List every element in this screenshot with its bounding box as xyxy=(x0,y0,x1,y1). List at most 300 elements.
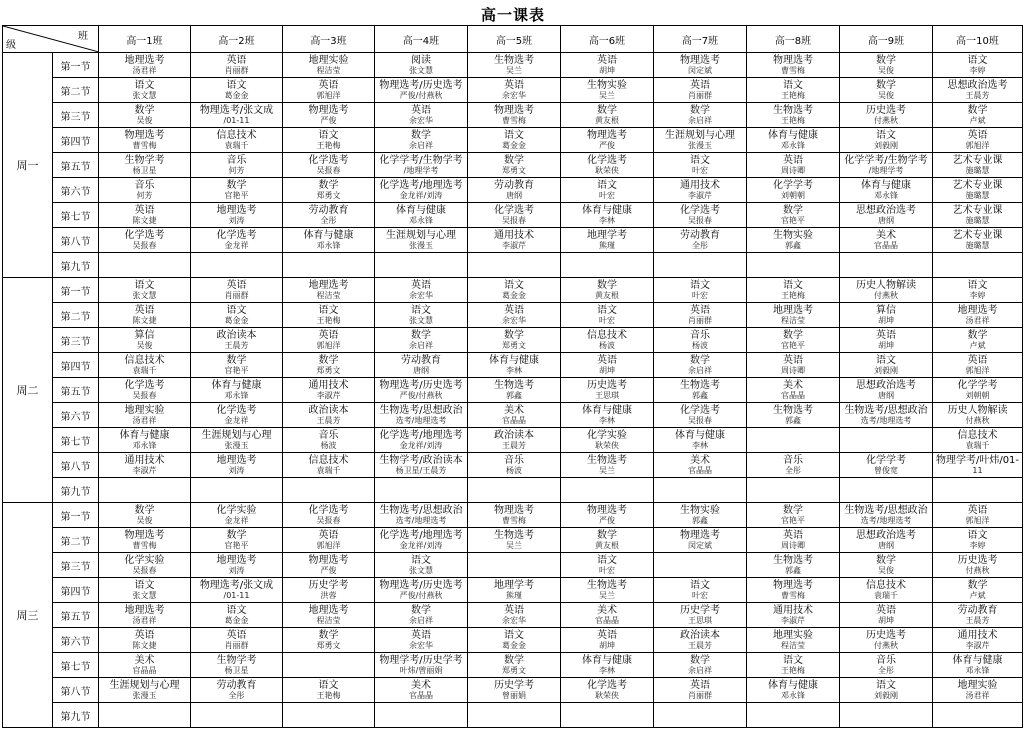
subject-name: 信息技术 xyxy=(216,129,257,141)
teacher-name: 余启祥 xyxy=(409,340,433,350)
subject-name: 通用技术 xyxy=(680,179,720,191)
teacher-name: 程洁莹 xyxy=(781,640,805,650)
schedule-cell xyxy=(747,353,840,378)
schedule-cell xyxy=(468,478,561,503)
subject-name: 信息技术 xyxy=(587,329,627,341)
teacher-name: 吴兰 xyxy=(599,465,615,475)
teacher-name: /地理学考 xyxy=(868,165,904,175)
schedule-cell xyxy=(561,103,654,128)
teacher-name: 付燕秋 xyxy=(965,415,990,425)
class-header: 高一9班 xyxy=(840,26,933,53)
schedule-cell xyxy=(840,703,933,728)
teacher-name: 李林 xyxy=(599,415,615,425)
subject-name: 数学 xyxy=(876,554,896,566)
subject-name: 物理选考 xyxy=(680,529,720,541)
subject-name: 生物选考/思想政治 xyxy=(844,404,928,416)
schedule-cell xyxy=(840,153,933,178)
schedule-cell xyxy=(375,103,468,128)
schedule-cell xyxy=(933,253,1023,278)
schedule-cell xyxy=(191,78,283,103)
teacher-name: 吴俊 xyxy=(136,340,153,350)
period-label: 第八节 xyxy=(53,678,99,703)
subject-name: 语文 xyxy=(690,579,710,591)
schedule-cell xyxy=(561,528,654,553)
teacher-name: 严俊 xyxy=(320,115,337,125)
subject-name: 语文 xyxy=(318,129,339,141)
teacher-name: 袁瑞千 xyxy=(224,140,249,150)
schedule-cell xyxy=(468,428,561,453)
teacher-name: 付燕秋 xyxy=(965,565,990,575)
subject-name: 物理选考 xyxy=(773,54,813,66)
period-row xyxy=(3,378,1023,403)
subject-name: 语文 xyxy=(318,304,339,316)
subject-name: 物理选考 xyxy=(680,54,720,66)
teacher-name: 李淑芹 xyxy=(502,240,526,250)
schedule-cell xyxy=(840,653,933,678)
subject-name: 化学选考 xyxy=(587,679,627,691)
subject-name: 美术 xyxy=(134,654,155,666)
teacher-name: 吴兰 xyxy=(506,65,522,75)
subject-name: 化学选考 xyxy=(124,379,165,391)
teacher-name: 全彤 xyxy=(878,665,894,675)
period-row xyxy=(3,53,1023,78)
teacher-name: 吴报春 xyxy=(132,390,157,400)
schedule-cell xyxy=(840,403,933,428)
subject-name: 化学选考 xyxy=(216,229,257,241)
teacher-name: 汤君祥 xyxy=(965,690,990,700)
schedule-cell xyxy=(191,353,283,378)
subject-name: 语文 xyxy=(876,129,896,141)
teacher-name: 选考/地理选考 xyxy=(395,515,447,525)
teacher-name: 施璐慧 xyxy=(965,190,990,200)
schedule-cell xyxy=(375,453,468,478)
teacher-name: 胡坤 xyxy=(878,615,894,625)
schedule-cell xyxy=(561,353,654,378)
subject-name: 化学选考/地理选考 xyxy=(379,529,463,541)
teacher-name: 张文慧 xyxy=(132,590,157,600)
subject-name: 英语 xyxy=(318,79,339,91)
schedule-cell xyxy=(933,103,1023,128)
period-row xyxy=(3,603,1023,628)
schedule-cell xyxy=(99,453,191,478)
subject-name: 物理选考 xyxy=(308,104,349,116)
period-label: 第七节 xyxy=(53,428,99,453)
subject-name: 生物学考/政治读本 xyxy=(379,454,463,466)
subject-name: 数学 xyxy=(134,104,155,116)
schedule-cell xyxy=(561,653,654,678)
schedule-cell xyxy=(561,428,654,453)
schedule-cell xyxy=(99,353,191,378)
schedule-cell xyxy=(375,603,468,628)
subject-name: 英语 xyxy=(134,304,155,316)
period-label: 第九节 xyxy=(53,478,99,503)
schedule-cell xyxy=(191,178,283,203)
subject-name: 物理选考 xyxy=(587,504,627,516)
subject-name: 劳动教育 xyxy=(401,354,441,366)
teacher-name: 胡坤 xyxy=(878,315,894,325)
schedule-cell xyxy=(283,628,375,653)
subject-name: 数学 xyxy=(876,79,896,91)
subject-name: 英语 xyxy=(411,279,431,291)
schedule-cell xyxy=(933,703,1023,728)
schedule-cell xyxy=(191,578,283,603)
schedule-cell xyxy=(468,353,561,378)
teacher-name: 郭鑫 xyxy=(506,390,522,400)
subject-name: 英语 xyxy=(967,504,988,516)
subject-name: 数学 xyxy=(597,104,617,116)
subject-name: 化学选考 xyxy=(216,404,257,416)
period-row xyxy=(3,203,1023,228)
schedule-cell xyxy=(561,553,654,578)
teacher-name: 吴俊 xyxy=(878,65,894,75)
schedule-cell xyxy=(561,128,654,153)
schedule-cell xyxy=(933,403,1023,428)
schedule-cell xyxy=(99,278,191,303)
subject-name: 语文 xyxy=(597,304,617,316)
schedule-cell xyxy=(99,253,191,278)
schedule-cell xyxy=(933,478,1023,503)
subject-name: 语文 xyxy=(876,354,896,366)
teacher-name: 汤君祥 xyxy=(965,315,990,325)
period-row xyxy=(3,178,1023,203)
subject-name: 英语 xyxy=(597,354,617,366)
teacher-name: 杨波 xyxy=(506,465,522,475)
schedule-cell xyxy=(99,578,191,603)
schedule-cell xyxy=(191,553,283,578)
subject-name: 生涯规划与心理 xyxy=(386,229,456,241)
schedule-cell xyxy=(561,203,654,228)
teacher-name: 李淑芹 xyxy=(316,390,341,400)
teacher-name: 邓永锋 xyxy=(965,665,990,675)
teacher-name: 袁瑞千 xyxy=(874,590,898,600)
subject-name: 英语 xyxy=(504,304,524,316)
subject-name: 英语 xyxy=(597,629,617,641)
subject-name: 英语 xyxy=(690,679,710,691)
subject-name: 语文 xyxy=(967,54,988,66)
subject-name: 英语 xyxy=(783,354,803,366)
subject-name: 数学 xyxy=(597,529,617,541)
subject-name: 物理学考/历史学考 xyxy=(379,654,463,666)
schedule-cell xyxy=(654,703,747,728)
schedule-cell xyxy=(375,203,468,228)
subject-name: 体育与健康 xyxy=(396,204,446,216)
teacher-name: 熊瑾 xyxy=(599,240,615,250)
class-header: 高一8班 xyxy=(747,26,840,53)
teacher-name: 陈文捷 xyxy=(132,215,157,225)
schedule-cell xyxy=(654,403,747,428)
schedule-cell xyxy=(654,428,747,453)
period-label: 第一节 xyxy=(53,53,99,78)
period-row xyxy=(3,78,1023,103)
subject-name: 数学 xyxy=(226,179,247,191)
teacher-name: 何芳 xyxy=(228,165,245,175)
teacher-name: 唐纲 xyxy=(878,390,894,400)
schedule-cell xyxy=(283,403,375,428)
subject-name: 数学 xyxy=(783,204,803,216)
subject-name: 语文 xyxy=(690,154,710,166)
teacher-name: 余宏华 xyxy=(502,90,526,100)
teacher-name: 卢斌 xyxy=(969,590,986,600)
schedule-cell xyxy=(840,128,933,153)
period-label: 第三节 xyxy=(53,553,99,578)
schedule-cell xyxy=(840,453,933,478)
subject-name: 地理选考 xyxy=(308,604,349,616)
teacher-name: 周诗卿 xyxy=(781,165,805,175)
period-label: 第四节 xyxy=(53,578,99,603)
subject-name: 化学选考 xyxy=(680,204,720,216)
schedule-cell xyxy=(375,403,468,428)
schedule-cell xyxy=(283,653,375,678)
schedule-cell xyxy=(747,453,840,478)
teacher-name: 余宏华 xyxy=(502,615,526,625)
teacher-name: 汤君祥 xyxy=(132,615,157,625)
subject-name: 英语 xyxy=(690,304,710,316)
schedule-cell xyxy=(840,553,933,578)
subject-name: 信息技术 xyxy=(957,429,998,441)
subject-name: 政治读本 xyxy=(494,429,534,441)
teacher-name: 郭旭洋 xyxy=(965,365,990,375)
teacher-name: 郭旭洋 xyxy=(965,515,990,525)
teacher-name: 施璐慧 xyxy=(965,215,990,225)
teacher-name: 金龙祥 xyxy=(224,415,249,425)
teacher-name: 余启祥 xyxy=(409,615,433,625)
schedule-cell xyxy=(840,678,933,703)
teacher-name: 杨卫星 xyxy=(132,165,157,175)
teacher-name: 葛金金 xyxy=(224,615,249,625)
teacher-name: 吴俊 xyxy=(878,90,894,100)
period-label: 第九节 xyxy=(53,703,99,728)
schedule-cell xyxy=(933,328,1023,353)
subject-name: 算信 xyxy=(876,304,896,316)
period-label: 第四节 xyxy=(53,353,99,378)
subject-name: 思想政治选考 xyxy=(856,204,916,216)
period-label: 第二节 xyxy=(53,528,99,553)
teacher-name: 付燕秋 xyxy=(874,115,898,125)
schedule-cell xyxy=(654,153,747,178)
subject-name: 地理实验 xyxy=(773,629,813,641)
subject-name: 体育与健康 xyxy=(768,129,818,141)
schedule-cell xyxy=(747,278,840,303)
teacher-name: 严俊 xyxy=(599,140,615,150)
schedule-cell xyxy=(191,128,283,153)
teacher-name: 耿荣侠 xyxy=(595,440,619,450)
subject-name: 化学选考/地理选考 xyxy=(379,429,463,441)
teacher-name: 唐纲 xyxy=(413,365,429,375)
subject-name: 生物选考/思想政治 xyxy=(844,504,928,516)
teacher-name: 选考/地理选考 xyxy=(395,415,447,425)
schedule-cell xyxy=(561,628,654,653)
subject-name: 化学选考/地理选考 xyxy=(379,179,463,191)
schedule-cell xyxy=(933,78,1023,103)
teacher-name: 李林 xyxy=(599,215,615,225)
subject-name: 数学 xyxy=(690,354,710,366)
teacher-name: 王艳梅 xyxy=(781,115,805,125)
subject-name: 生物实验 xyxy=(680,504,720,516)
schedule-cell xyxy=(747,178,840,203)
teacher-name: 叶宏 xyxy=(599,315,615,325)
schedule-cell xyxy=(99,178,191,203)
schedule-cell xyxy=(468,103,561,128)
schedule-cell xyxy=(840,503,933,528)
period-label: 第二节 xyxy=(53,303,99,328)
subject-name: 美术 xyxy=(783,379,803,391)
schedule-cell xyxy=(99,478,191,503)
subject-name: 艺术专业课 xyxy=(952,179,1003,191)
teacher-name: 严俊 xyxy=(599,515,615,525)
teacher-name: 葛金金 xyxy=(224,315,249,325)
subject-name: 音乐 xyxy=(226,154,247,166)
teacher-name: 吴报春 xyxy=(132,565,157,575)
schedule-cell xyxy=(561,603,654,628)
teacher-name: 付燕秋 xyxy=(874,290,898,300)
schedule-cell xyxy=(191,678,283,703)
subject-name: 生物选考 xyxy=(587,579,627,591)
schedule-cell xyxy=(561,78,654,103)
schedule-cell xyxy=(933,678,1023,703)
teacher-name: 严俊 xyxy=(320,565,337,575)
schedule-cell xyxy=(191,228,283,253)
subject-name: 历史学考 xyxy=(680,604,720,616)
schedule-cell xyxy=(283,503,375,528)
teacher-name: 金龙祥/刘涛 xyxy=(399,540,443,550)
teacher-name: 金龙祥/刘涛 xyxy=(399,190,443,200)
schedule-cell xyxy=(654,678,747,703)
teacher-name: 熊瑾 xyxy=(506,590,522,600)
subject-name: 音乐 xyxy=(876,654,896,666)
teacher-name: 胡坤 xyxy=(878,340,894,350)
schedule-cell xyxy=(99,78,191,103)
subject-name: 美术 xyxy=(597,604,617,616)
subject-name: 数学 xyxy=(318,629,339,641)
schedule-cell xyxy=(561,53,654,78)
schedule-cell xyxy=(191,403,283,428)
teacher-name: 杨卫星 xyxy=(224,665,249,675)
subject-name: 体育与健康 xyxy=(582,204,632,216)
schedule-cell xyxy=(283,153,375,178)
teacher-name: 程洁莹 xyxy=(316,290,341,300)
teacher-name: 官晶晶 xyxy=(132,665,157,675)
subject-name: 劳动教育 xyxy=(957,604,998,616)
subject-name: 语文 xyxy=(134,279,155,291)
schedule-cell xyxy=(840,428,933,453)
schedule-cell xyxy=(933,453,1023,478)
subject-name: 化学学考/生物学考 xyxy=(379,154,463,166)
teacher-name: 袁瑞千 xyxy=(316,465,341,475)
teacher-name: 曹雪梅 xyxy=(502,115,526,125)
teacher-name: 张文慧 xyxy=(132,90,157,100)
schedule-cell xyxy=(933,128,1023,153)
teacher-name: 郭旭洋 xyxy=(316,340,341,350)
subject-name: 生物选考 xyxy=(494,379,534,391)
teacher-name: 肖丽群 xyxy=(224,290,249,300)
teacher-name: 吴俊 xyxy=(136,515,153,525)
teacher-name: 周诗卿 xyxy=(781,540,805,550)
schedule-cell xyxy=(99,103,191,128)
schedule-cell xyxy=(654,478,747,503)
schedule-cell xyxy=(840,53,933,78)
teacher-name: 叶宏 xyxy=(599,565,615,575)
subject-name: 通用技术 xyxy=(308,379,349,391)
teacher-name: 刘毅刚 xyxy=(874,365,898,375)
teacher-name: 李林 xyxy=(692,440,708,450)
period-label: 第八节 xyxy=(53,453,99,478)
schedule-cell xyxy=(99,128,191,153)
subject-name: 英语 xyxy=(504,79,524,91)
schedule-cell xyxy=(747,603,840,628)
teacher-name: 邓永锋 xyxy=(781,140,805,150)
teacher-name: 官晶晶 xyxy=(874,240,898,250)
schedule-cell xyxy=(561,278,654,303)
schedule-cell xyxy=(747,378,840,403)
teacher-name: 曹雪梅 xyxy=(502,515,526,525)
subject-name: 历史选考 xyxy=(866,629,906,641)
subject-name: 美术 xyxy=(690,454,710,466)
teacher-name: 郭鑫 xyxy=(692,390,708,400)
period-label: 第五节 xyxy=(53,378,99,403)
subject-name: 生涯规划与心理 xyxy=(665,129,735,141)
subject-name: 地理选考 xyxy=(216,204,257,216)
schedule-cell xyxy=(375,578,468,603)
teacher-name: 郑勇文 xyxy=(316,190,341,200)
schedule-cell xyxy=(99,653,191,678)
subject-name: 地理实验 xyxy=(124,404,165,416)
teacher-name: 郭旭洋 xyxy=(316,540,341,550)
subject-name: 语文 xyxy=(967,279,988,291)
period-label: 第七节 xyxy=(53,653,99,678)
subject-name: 历史学考 xyxy=(494,679,534,691)
teacher-name: 李淑芹 xyxy=(965,640,990,650)
schedule-cell xyxy=(933,503,1023,528)
subject-name: 生物选考 xyxy=(773,104,813,116)
schedule-cell xyxy=(654,303,747,328)
schedule-cell xyxy=(375,703,468,728)
teacher-name: 严俊/付燕秋 xyxy=(399,90,443,100)
class-header: 高一10班 xyxy=(933,26,1023,53)
schedule-cell xyxy=(654,503,747,528)
schedule-cell xyxy=(840,103,933,128)
teacher-name: 杨波 xyxy=(599,340,615,350)
subject-name: 物理选考 xyxy=(308,554,349,566)
schedule-cell xyxy=(283,53,375,78)
subject-name: 地理选考 xyxy=(216,554,257,566)
subject-name: 音乐 xyxy=(134,179,155,191)
schedule-cell xyxy=(561,153,654,178)
teacher-name: /01-11 xyxy=(223,115,250,125)
subject-name: 艺术专业课 xyxy=(952,229,1003,241)
teacher-name: 郭鑫 xyxy=(785,240,801,250)
teacher-name: 唐纲 xyxy=(506,190,522,200)
teacher-name: 陈文捷 xyxy=(132,640,157,650)
subject-name: 化学学考 xyxy=(773,179,813,191)
subject-name: 物理选考 xyxy=(124,129,165,141)
subject-name: 音乐 xyxy=(690,329,710,341)
schedule-cell xyxy=(283,203,375,228)
corner-grade-label: 级 xyxy=(6,40,16,51)
teacher-name: 耿荣侠 xyxy=(595,690,619,700)
subject-name: 物理选考/历史选考 xyxy=(379,79,463,91)
teacher-name: 郭旭洋 xyxy=(965,140,990,150)
class-header: 高一6班 xyxy=(561,26,654,53)
teacher-name: 曹雪梅 xyxy=(132,540,157,550)
subject-name: 化学学考 xyxy=(957,379,998,391)
teacher-name: 杨卫星/王晨芳 xyxy=(395,465,447,475)
schedule-cell xyxy=(375,378,468,403)
schedule-cell xyxy=(747,253,840,278)
subject-name: 英语 xyxy=(134,629,155,641)
teacher-name: 闵定斌 xyxy=(688,65,712,75)
schedule-cell xyxy=(468,203,561,228)
period-label: 第二节 xyxy=(53,78,99,103)
